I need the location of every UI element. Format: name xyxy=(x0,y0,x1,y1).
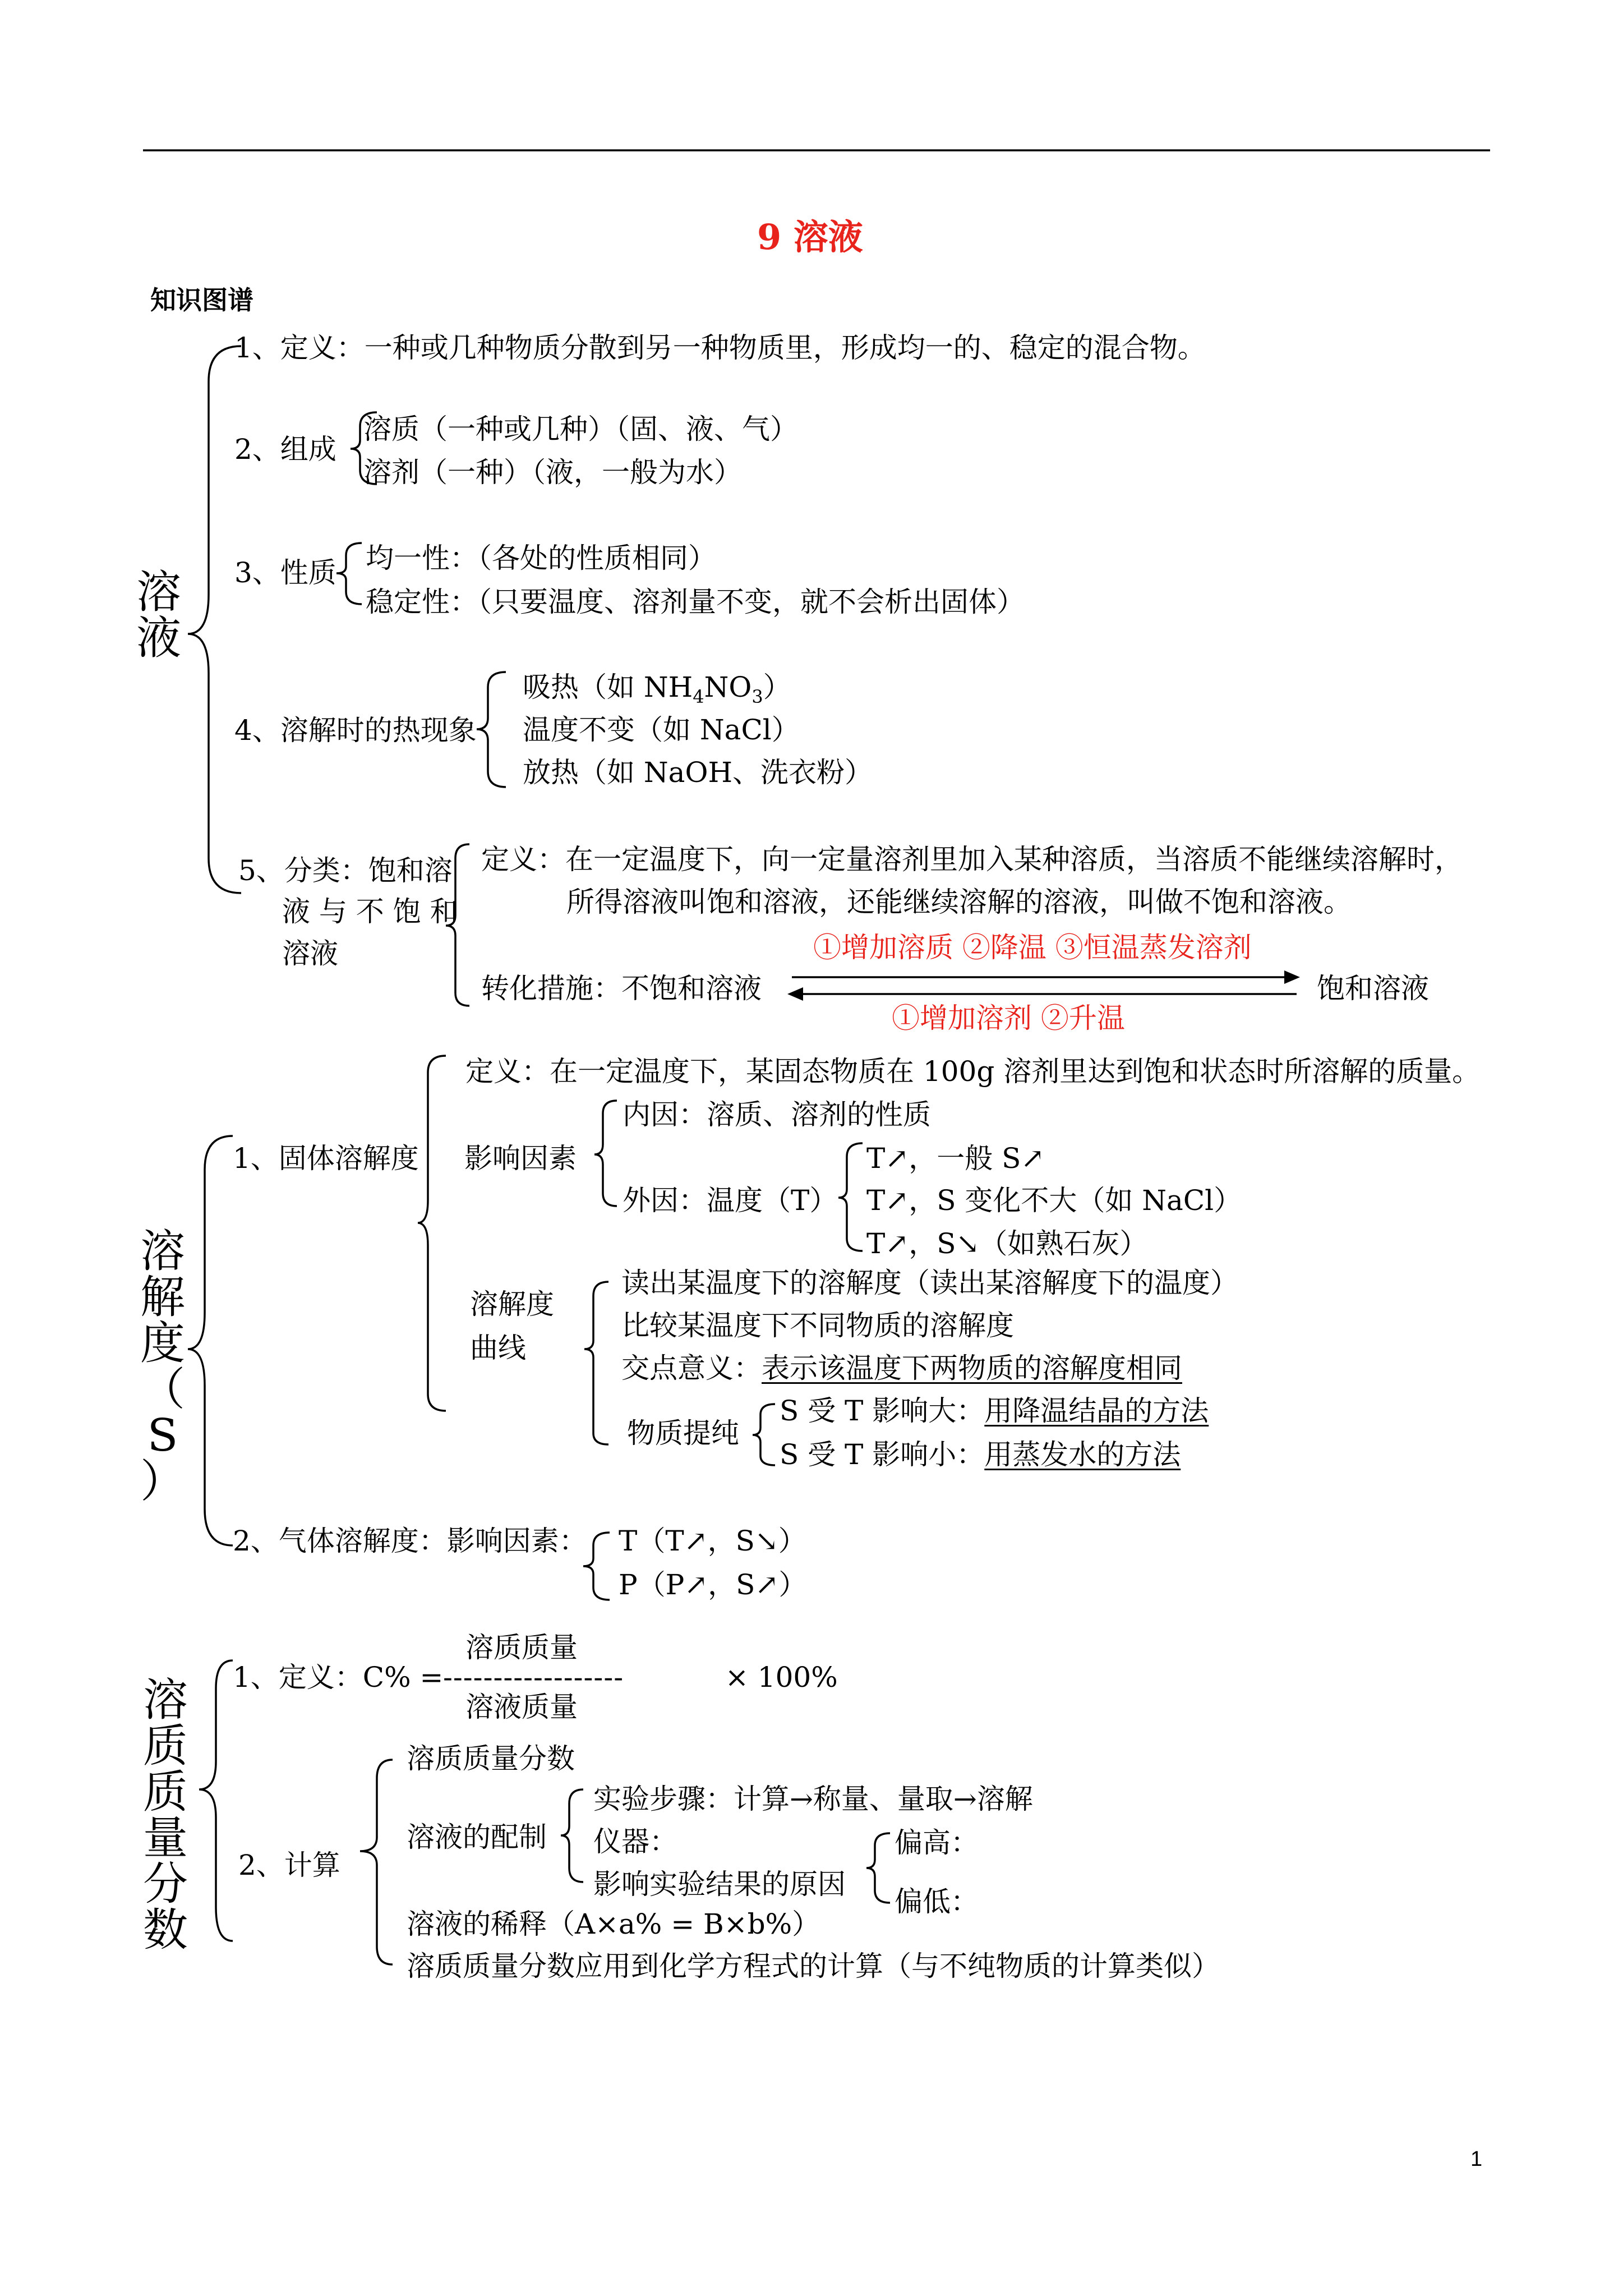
curve-read: 读出某温度下的溶解度（读出某溶解度下的温度） xyxy=(621,1267,1238,1299)
heading-char: 溶 xyxy=(136,566,181,618)
formula-subscript: 4 xyxy=(693,686,704,707)
property-item: 稳定性：（只要温度、溶剂量不变，就不会析出固体） xyxy=(366,586,1025,618)
brace-property xyxy=(336,543,362,604)
solid-solubility-label: 1、固体溶解度 xyxy=(233,1142,419,1175)
page-title: 9 溶液 xyxy=(757,217,863,257)
solution-definition: 1、定义：一种或几种物质分散到另一种物质里，形成均一的、稳定的混合物。 xyxy=(234,332,1206,364)
property-label: 3、性质 xyxy=(234,556,336,589)
brace-curve xyxy=(584,1282,608,1444)
curve-compare: 比较某温度下不同物质的溶解度 xyxy=(621,1309,1014,1342)
classification-label: 液 与 不 饱 和 xyxy=(282,895,458,928)
calc-item: 溶液的稀释（A×a% = B×b%） xyxy=(407,1908,820,1940)
purify-label: 物质提纯 xyxy=(627,1417,739,1450)
gas-factor: P（P↗，S↗） xyxy=(619,1568,807,1601)
composition-item: 溶质（一种或几种）（固、液、气） xyxy=(363,413,798,445)
brace-solution xyxy=(188,346,241,893)
heading-solution xyxy=(133,566,184,664)
brace-bias xyxy=(866,1833,890,1903)
brace-solubility xyxy=(188,1136,233,1545)
solid-definition: 定义：在一定温度下，某固态物质在 100g 溶剂里达到饱和状态时所溶解的质量。 xyxy=(465,1055,1481,1088)
curve-label: 溶解度 xyxy=(470,1288,554,1320)
classification-label: 5、分类：饱和溶 xyxy=(238,854,453,887)
heading-char: 质 xyxy=(143,1720,188,1772)
arrow-reverse-head xyxy=(787,987,803,1001)
heat-constant: 温度不变（如 NaCl） xyxy=(523,714,800,746)
gas-factor: T（T↗，S↘） xyxy=(619,1525,806,1557)
heat-label: 4、溶解时的热现象 xyxy=(234,714,477,747)
intersection-meaning: 表示该温度下两物质的溶解度相同 xyxy=(762,1352,1182,1384)
conversion-label: 转化措施：不饱和溶液 xyxy=(481,972,762,1005)
brace-temperature xyxy=(838,1143,863,1251)
heading-char: 溶 xyxy=(143,1674,188,1726)
intersection-row xyxy=(621,1354,1182,1382)
heading-char: 液 xyxy=(136,612,181,664)
brace-gas xyxy=(583,1533,610,1600)
calc-item: 溶质质量分数 xyxy=(407,1742,575,1775)
fraction-definition-label: 1、定义：C% = xyxy=(233,1661,444,1694)
curve-label: 曲线 xyxy=(470,1332,526,1364)
purify-condition: S 受 T 影响大： xyxy=(780,1395,985,1427)
temp-effect: T↗，一般 S↗ xyxy=(866,1142,1045,1175)
classification-label: 溶液 xyxy=(282,937,338,970)
fraction-times: × 100% xyxy=(725,1661,838,1694)
heading-char: 数 xyxy=(143,1904,188,1956)
bias-item: 偏低： xyxy=(895,1885,979,1918)
purify-item xyxy=(780,1438,1181,1471)
prep-item: 实验步骤：计算→称量、量取→溶解 xyxy=(593,1783,1033,1815)
heading-char: 解 xyxy=(140,1271,185,1323)
heading-mass-fraction xyxy=(140,1674,191,1956)
heading-char: 量 xyxy=(143,1812,188,1864)
brace-solid xyxy=(418,1056,446,1411)
saturation-definition: 所得溶液叫饱和溶液，还能继续溶解的溶液，叫做不饱和溶液。 xyxy=(566,886,1352,918)
temp-effect: T↗，S 变化不大（如 NaCl） xyxy=(866,1184,1242,1217)
heat-release: 放热（如 NaOH、洗衣粉） xyxy=(523,756,873,789)
temp-effect: T↗，S↘（如熟石灰） xyxy=(866,1227,1148,1260)
brace-calc xyxy=(360,1760,393,1964)
formula-text: 吸热（如 NH xyxy=(523,671,693,703)
formula-text: NO xyxy=(704,671,752,703)
arrow-forward-head xyxy=(1284,970,1300,984)
formula-text: ） xyxy=(763,671,791,703)
heading-solubility xyxy=(137,1225,188,1507)
conversion-target: 饱和溶液 xyxy=(1317,972,1429,1005)
intersection-label: 交点意义： xyxy=(621,1352,762,1384)
calc-item: 溶液的配制 xyxy=(407,1821,547,1853)
internal-factor: 内因：溶质、溶剂的性质 xyxy=(623,1098,931,1131)
section-label: 知识图谱 xyxy=(150,285,253,315)
purify-method: 用蒸发水的方法 xyxy=(984,1438,1181,1471)
gas-solubility-label: 2、气体溶解度：影响因素： xyxy=(233,1525,587,1557)
fraction-denominator: 溶液质量 xyxy=(465,1691,578,1723)
reverse-methods: ①增加溶剂 ②升温 xyxy=(892,1002,1125,1034)
heading-char: （ xyxy=(140,1363,185,1415)
brace-purify xyxy=(753,1404,775,1465)
heading-char: S xyxy=(147,1409,178,1461)
brace-prep xyxy=(561,1789,583,1882)
saturation-definition: 定义：在一定温度下，向一定量溶剂里加入某种溶质，当溶质不能继续溶解时， xyxy=(481,843,1463,876)
fraction-numerator: 溶质质量 xyxy=(465,1631,578,1664)
prep-item: 仪器： xyxy=(593,1825,677,1858)
bias-item: 偏高： xyxy=(895,1826,979,1859)
calc-item: 溶质质量分数应用到化学方程式的计算（与不纯物质的计算类似） xyxy=(407,1950,1220,1982)
heading-char: 度 xyxy=(140,1317,185,1369)
heading-char: ） xyxy=(140,1455,185,1507)
brace-factors xyxy=(594,1101,617,1206)
heading-char: 分 xyxy=(143,1858,188,1910)
property-item: 均一性：（各处的性质相同） xyxy=(366,542,716,574)
brace-mass-fraction xyxy=(199,1660,233,1941)
calc-label: 2、计算 xyxy=(238,1849,340,1881)
purify-condition: S 受 T 影响小： xyxy=(780,1438,985,1471)
composition-item: 溶剂（一种）（液，一般为水） xyxy=(363,456,742,489)
fraction-bar: ------------------ xyxy=(443,1661,624,1694)
heading-char: 溶 xyxy=(140,1225,185,1277)
forward-methods: ①增加溶质 ②降温 ③恒温蒸发溶剂 xyxy=(813,931,1252,964)
factors-label: 影响因素 xyxy=(464,1142,577,1175)
external-factor: 外因：温度（T） xyxy=(623,1184,838,1217)
prep-item: 影响实验结果的原因 xyxy=(593,1868,846,1901)
page-number: 1 xyxy=(1470,2147,1483,2171)
purify-method: 用降温结晶的方法 xyxy=(984,1395,1209,1427)
formula-subscript: 3 xyxy=(751,686,763,707)
heading-char: 质 xyxy=(143,1766,188,1818)
brace-heat xyxy=(477,672,506,787)
purify-item xyxy=(780,1397,1209,1425)
composition-label: 2、组成 xyxy=(234,433,336,466)
heat-absorb xyxy=(523,673,791,706)
